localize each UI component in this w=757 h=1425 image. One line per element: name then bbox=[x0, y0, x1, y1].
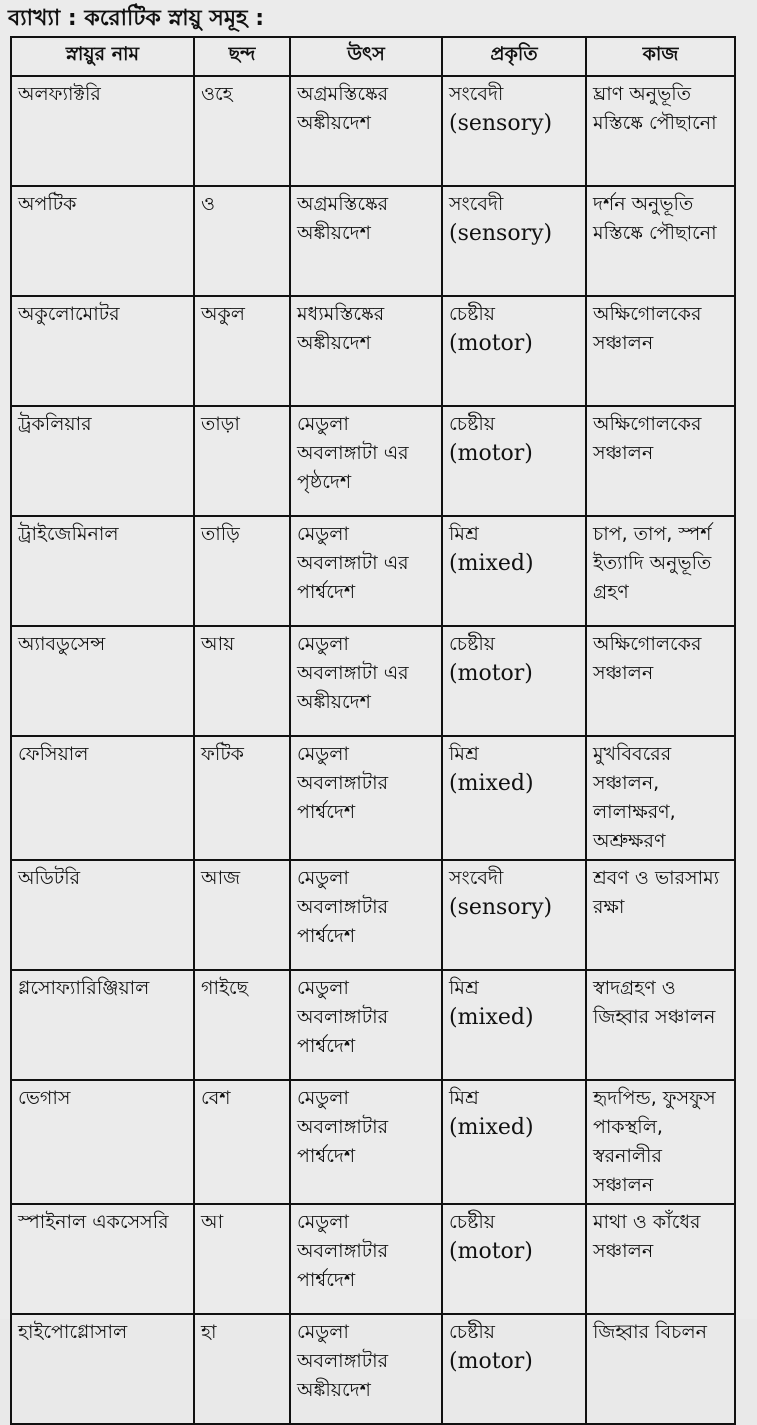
origin-cell: মেডুলা অবলাঙ্গাটার পার্শ্বদেশ bbox=[290, 1080, 442, 1204]
origin-cell: মেডুলা অবলাঙ্গাটার পার্শ্বদেশ bbox=[290, 736, 442, 860]
nature-cell bbox=[442, 1080, 586, 1204]
nature-bengali: সংবেদী bbox=[449, 867, 504, 889]
function-cell: মাথা ও কাঁধের সঞ্চালন bbox=[586, 1204, 735, 1314]
table-row bbox=[11, 76, 735, 186]
function-cell: মুখবিবরের সঞ্চালন, লালাক্ষরণ, অশ্রুক্ষরণ bbox=[586, 736, 735, 860]
origin-cell: অগ্রমস্তিষ্কের অঙ্কীয়দেশ bbox=[290, 186, 442, 296]
table-row bbox=[11, 860, 735, 970]
nature-cell bbox=[442, 406, 586, 516]
table-row bbox=[11, 1314, 735, 1424]
table-row bbox=[11, 516, 735, 626]
nature-bengali: মিশ্র bbox=[449, 523, 479, 545]
nerve-name-cell: স্পাইনাল একসেসরি bbox=[11, 1204, 194, 1314]
nature-bengali: চেষ্টীয় bbox=[449, 1321, 495, 1343]
nature-english: (mixed) bbox=[449, 551, 534, 576]
nature-english: (mixed) bbox=[449, 1005, 534, 1030]
table-row bbox=[11, 970, 735, 1080]
nerve-name-cell: ভেগাস bbox=[11, 1080, 194, 1204]
origin-cell: মেডুলা অবলাঙ্গাটা এর পৃষ্ঠদেশ bbox=[290, 406, 442, 516]
nature-bengali: মিশ্র bbox=[449, 1087, 479, 1109]
nerve-name-cell: গ্লসোফ্যারিঞ্জিয়াল bbox=[11, 970, 194, 1080]
origin-cell: মেডুলা অবলাঙ্গাটার পার্শ্বদেশ bbox=[290, 1204, 442, 1314]
nerve-name-cell: অকুলোমোটর bbox=[11, 296, 194, 406]
table-row bbox=[11, 626, 735, 736]
mnemonic-cell: ওহে bbox=[194, 76, 290, 186]
nature-english: (motor) bbox=[449, 1349, 533, 1374]
nerve-name-cell: অলফ্যাক্টরি bbox=[11, 76, 194, 186]
nature-english: (motor) bbox=[449, 441, 533, 466]
nature-cell bbox=[442, 516, 586, 626]
function-cell: শ্রবণ ও ভারসাম্য রক্ষা bbox=[586, 860, 735, 970]
nature-cell bbox=[442, 860, 586, 970]
mnemonic-cell: বেশ bbox=[194, 1080, 290, 1204]
function-cell: দর্শন অনুভূতি মস্তিষ্কে পৌছানো bbox=[586, 186, 735, 296]
mnemonic-cell: আয় bbox=[194, 626, 290, 736]
nature-cell bbox=[442, 1314, 586, 1424]
header-origin: উৎস bbox=[290, 37, 442, 76]
nature-bengali: চেষ্টীয় bbox=[449, 633, 495, 655]
nature-english: (sensory) bbox=[449, 221, 553, 246]
function-cell: জিহ্বার বিচলন bbox=[586, 1314, 735, 1424]
table-row bbox=[11, 1080, 735, 1204]
nature-bengali: চেষ্টীয় bbox=[449, 303, 495, 325]
nature-cell bbox=[442, 186, 586, 296]
nature-cell bbox=[442, 970, 586, 1080]
mnemonic-cell: গাইছে bbox=[194, 970, 290, 1080]
nature-english: (mixed) bbox=[449, 1115, 534, 1140]
table-body bbox=[11, 76, 735, 1424]
origin-cell: মেডুলা অবলাঙ্গাটার অঙ্কীয়দেশ bbox=[290, 1314, 442, 1424]
function-cell: অক্ষিগোলকের সঞ্চালন bbox=[586, 406, 735, 516]
origin-cell: মেডুলা অবলাঙ্গাটার পার্শ্বদেশ bbox=[290, 860, 442, 970]
nerve-name-cell: হাইপোগ্লোসাল bbox=[11, 1314, 194, 1424]
origin-cell: মধ্যমস্তিষ্কের অঙ্কীয়দেশ bbox=[290, 296, 442, 406]
nerve-name-cell: ট্রাইজেমিনাল bbox=[11, 516, 194, 626]
header-nerve-name: স্নায়ুর নাম bbox=[11, 37, 194, 76]
header-mnemonic: ছন্দ bbox=[194, 37, 290, 76]
nerve-name-cell: ট্রকলিয়ার bbox=[11, 406, 194, 516]
function-cell: অক্ষিগোলকের সঞ্চালন bbox=[586, 626, 735, 736]
table-header-row bbox=[11, 37, 735, 76]
mnemonic-cell: হা bbox=[194, 1314, 290, 1424]
nature-bengali: সংবেদী bbox=[449, 193, 504, 215]
nature-cell bbox=[442, 626, 586, 736]
nature-english: (sensory) bbox=[449, 895, 553, 920]
nature-cell bbox=[442, 296, 586, 406]
section-title: ব্যাখ্যা : করোটিক স্নায়ু সমূহ : bbox=[8, 6, 265, 31]
nature-english: (motor) bbox=[449, 661, 533, 686]
table-row bbox=[11, 296, 735, 406]
nerve-name-cell: অপটিক bbox=[11, 186, 194, 296]
nature-bengali: চেষ্টীয় bbox=[449, 1211, 495, 1233]
nerve-name-cell: ফেসিয়াল bbox=[11, 736, 194, 860]
nature-english: (motor) bbox=[449, 1239, 533, 1264]
mnemonic-cell: অকুল bbox=[194, 296, 290, 406]
nature-cell bbox=[442, 736, 586, 860]
mnemonic-cell: আ bbox=[194, 1204, 290, 1314]
nerve-name-cell: অ্যাবডুসেন্স bbox=[11, 626, 194, 736]
nature-bengali: চেষ্টীয় bbox=[449, 413, 495, 435]
header-function: কাজ bbox=[586, 37, 735, 76]
nature-bengali: মিশ্র bbox=[449, 977, 479, 999]
nature-bengali: মিশ্র bbox=[449, 743, 479, 765]
nature-english: (sensory) bbox=[449, 111, 553, 136]
table-row bbox=[11, 736, 735, 860]
origin-cell: মেডুলা অবলাঙ্গাটার পার্শ্বদেশ bbox=[290, 970, 442, 1080]
table-row bbox=[11, 1204, 735, 1314]
mnemonic-cell: ও bbox=[194, 186, 290, 296]
mnemonic-cell: তাড়া bbox=[194, 406, 290, 516]
nature-cell bbox=[442, 1204, 586, 1314]
nerve-name-cell: অডিটরি bbox=[11, 860, 194, 970]
function-cell: ঘ্রাণ অনুভূতি মস্তিষ্কে পৌছানো bbox=[586, 76, 735, 186]
table-row bbox=[11, 186, 735, 296]
nature-cell bbox=[442, 76, 586, 186]
table-row bbox=[11, 406, 735, 516]
function-cell: স্বাদগ্রহণ ও জিহ্বার সঞ্চালন bbox=[586, 970, 735, 1080]
origin-cell: অগ্রমস্তিষ্কের অঙ্কীয়দেশ bbox=[290, 76, 442, 186]
nature-bengali: সংবেদী bbox=[449, 83, 504, 105]
header-nature: প্রকৃতি bbox=[442, 37, 586, 76]
function-cell: চাপ, তাপ, স্পর্শ ইত্যাদি অনুভূতি গ্রহণ bbox=[586, 516, 735, 626]
cranial-nerves-table bbox=[10, 36, 736, 1425]
function-cell: অক্ষিগোলকের সঞ্চালন bbox=[586, 296, 735, 406]
origin-cell: মেডুলা অবলাঙ্গাটা এর পার্শ্বদেশ bbox=[290, 516, 442, 626]
function-cell: হৃদপিন্ড, ফুসফুস পাকস্থলি, স্বরনালীর সঞ্চালন bbox=[586, 1080, 735, 1204]
mnemonic-cell: তাড়ি bbox=[194, 516, 290, 626]
mnemonic-cell: ফটিক bbox=[194, 736, 290, 860]
nature-english: (motor) bbox=[449, 331, 533, 356]
mnemonic-cell: আজ bbox=[194, 860, 290, 970]
origin-cell: মেডুলা অবলাঙ্গাটা এর অঙ্কীয়দেশ bbox=[290, 626, 442, 736]
nature-english: (mixed) bbox=[449, 771, 534, 796]
